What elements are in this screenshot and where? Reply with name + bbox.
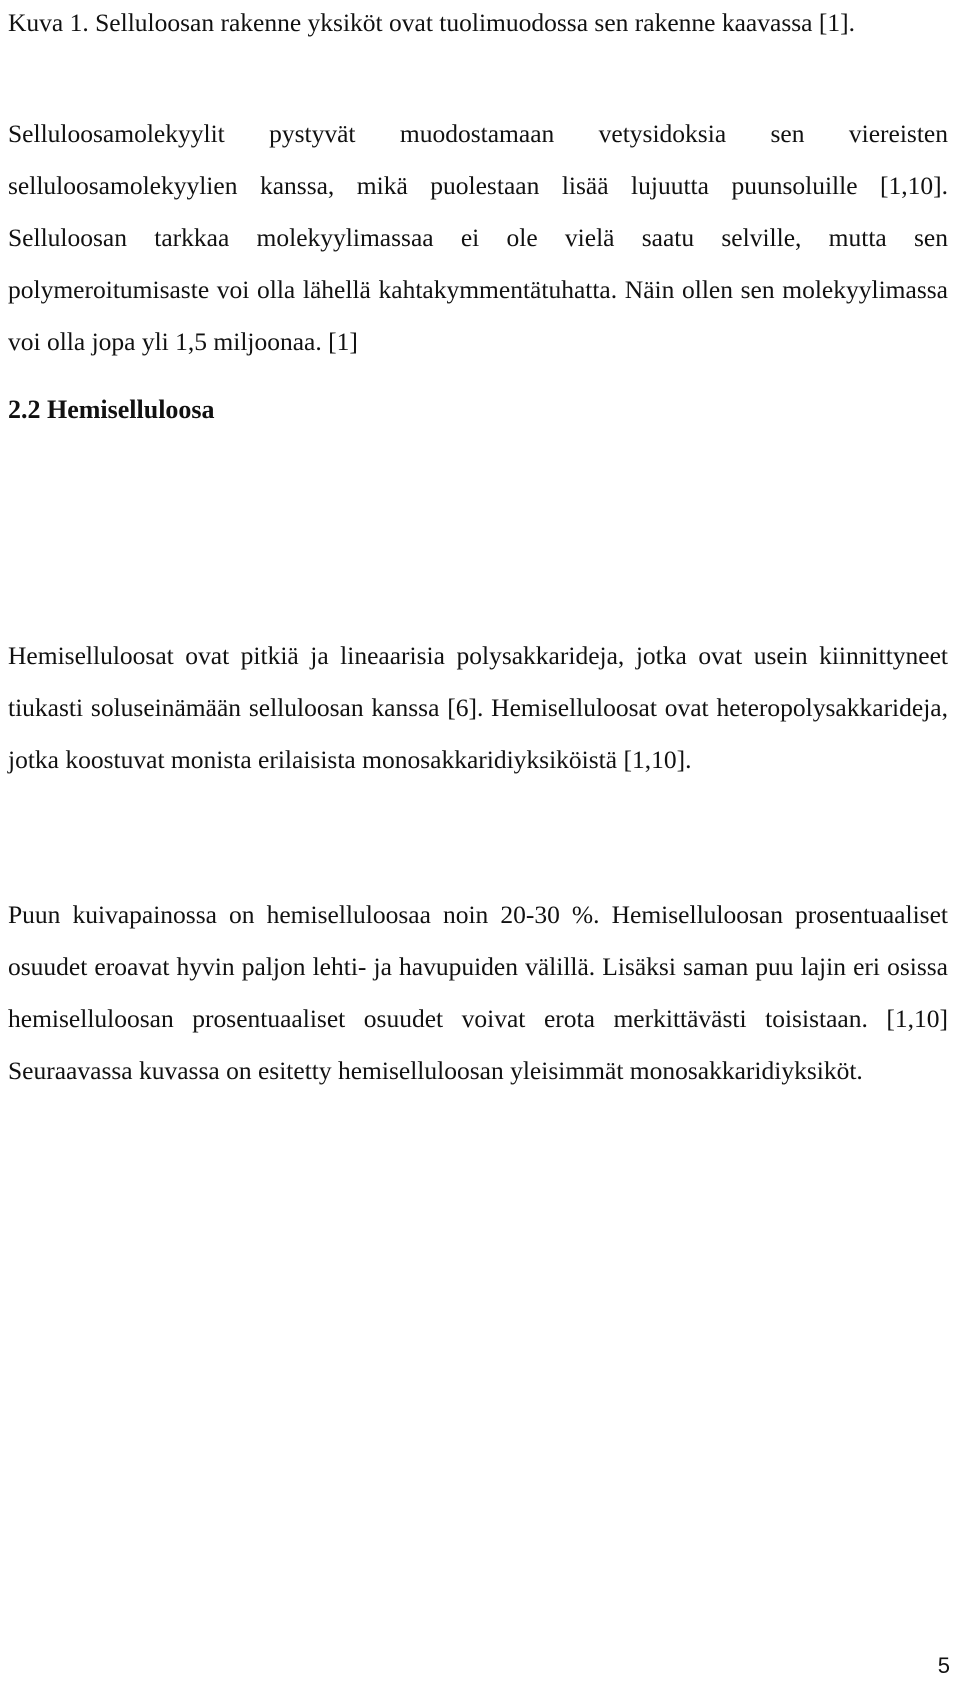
section-heading: 2.2 Hemiselluloosa: [8, 395, 215, 424]
figure-caption: Kuva 1. Selluloosan rakenne yksiköt ovat tuolimuodossa sen rakenne kaavassa [1].: [8, 8, 855, 37]
paragraph-hemicellulose-content: Puun kuivapainossa on hemiselluloosaa noin 20-30 %. Hemiselluloosan prosentuaaliset osuudet eroavat hyvin paljon lehti- ja havupuiden välillä. Lisäksi saman puu lajin eri osissa hemiselluloosan prosentuaaliset osuudet voivat erota merkittävästi toisistaan. [1,10] Seuraavassa kuvassa on esitetty hemiselluloosan yleisimmät monosakkaridiyksiköt.: [8, 900, 948, 1085]
page-number: 5: [937, 1653, 950, 1678]
paragraph-hemicellulose-definition: Hemiselluloosat ovat pitkiä ja lineaarisia polysakkarideja, jotka ovat usein kiinnittyneet tiukasti soluseinämään selluloosan kanssa [6]. Hemiselluloosat ovat heteropolysakkarideja, jotka koostuvat monista erilaisista monosakkaridiyksiköistä [1,10].: [8, 641, 948, 774]
paragraph-cellulose-molecules: Selluloosamolekyylit pystyvät muodostamaan vetysidoksia sen viereisten selluloosamolekyylien kanssa, mikä puolestaan lisää lujuutta puunsoluille [1,10]. Selluloosan tarkkaa molekyylimassaa ei ole vielä saatu selville, mutta sen polymeroitumisaste voi olla lähellä kahtakymmentätuhatta. Näin ollen sen molekyylimassa voi olla jopa yli 1,5 miljoonaa. [1]: [8, 119, 948, 356]
